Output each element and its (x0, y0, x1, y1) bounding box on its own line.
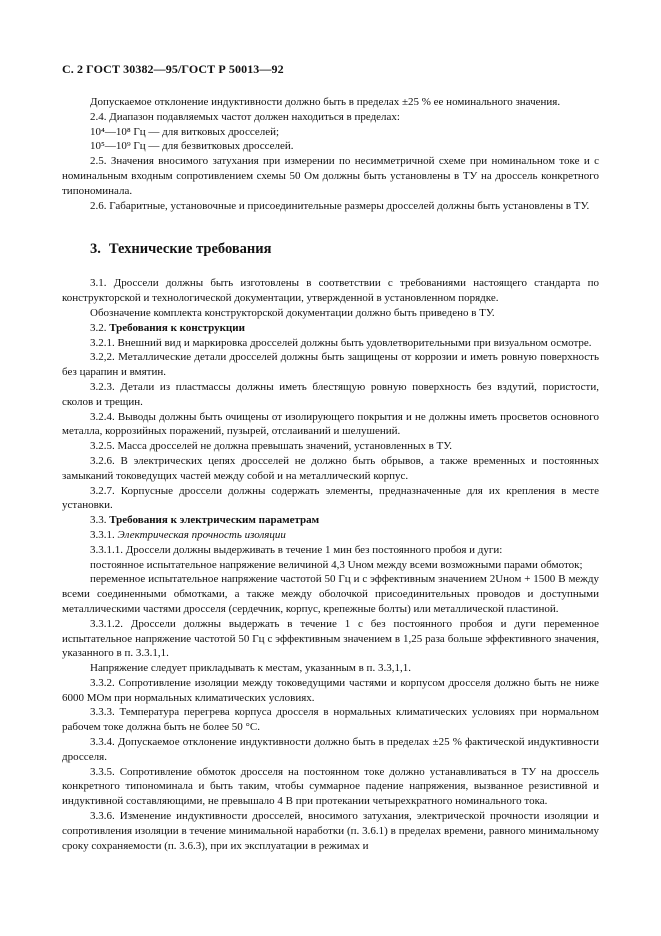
clause-number: 3.3. (90, 514, 110, 527)
clause-heading: Требования к электрическим параметрам (109, 514, 320, 527)
paragraph: 2.4. Диапазон подавляемых частот должен находиться в пределах: (90, 110, 400, 123)
paragraph: 3.3.6. Изменение индуктивности дросселей, вносимого затухания, электрической прочности изоляции и сопротивления изоляции в течение минимальной наработки (п. 3.6.1) в пределах времени, равного минимальному сроку сохраняемости (п. 3.6.3), при их эксплуатации в режимах и (62, 810, 599, 852)
clause-number: 3.2. (90, 321, 110, 334)
document-body (62, 95, 599, 853)
section-title: Технические требования (108, 241, 272, 258)
paragraph: 10⁴—10⁸ Гц — для витковых дросселей; (90, 125, 280, 138)
paragraph (62, 321, 599, 336)
page-header: С. 2 ГОСТ 30382—95/ГОСТ Р 50013—92 (62, 62, 284, 76)
section-heading (90, 241, 599, 258)
paragraph: 3.2.5. Масса дросселей не должна превышать значений, установленных в ТУ. (90, 440, 453, 453)
clause-heading: Требования к конструкции (109, 321, 245, 334)
paragraph: 3.2,2. Металлические детали дросселей должны быть защищены от коррозии и иметь ровную поверхность без царапин и вмятин. (62, 351, 599, 379)
paragraph: 10⁵—10⁹ Гц — для безвитковых дросселей. (90, 140, 294, 153)
paragraph: 3.2.3. Детали из пластмассы должны иметь блестящую ровную поверхность без вздутий, пористости, сколов и трещин. (62, 380, 599, 408)
paragraph (62, 513, 599, 528)
paragraph: Обозначение комплекта конструкторской документации должно быть приведено в ТУ. (90, 306, 495, 319)
paragraph: 2.6. Габаритные, установочные и присоединительные размеры дросселей должны быть установлены в ТУ. (90, 199, 590, 212)
paragraph: Напряжение следует прикладывать к местам, указанным в п. 3.3,1,1. (90, 662, 411, 675)
paragraph: 3.2.6. В электрических цепях дросселей не должно быть обрывов, а также временных и постоянных замыканий токоведущих частей между собой и на металлический корпус. (62, 454, 599, 482)
paragraph: 3.2.4. Выводы должны быть очищены от изолирующего покрытия и не должны иметь просветов основного металла, коррозийных поражений, пузырей, отслаиваний и шелушений. (62, 410, 599, 438)
paragraph: переменное испытательное напряжение частотой 50 Гц и с эффективным значением 2Uном + 1500 В между всеми соединенными обмотками, а также между оболочкой присоединительных проводов и доступными металлическими частями дросселя (сердечник, корпус, крепежные болты) или металлической пластиной. (62, 573, 599, 615)
paragraph (62, 528, 599, 543)
paragraph: 3.3.2. Сопротивление изоляции между токоведущими частями и корпусом дросселя должно быть не ниже 6000 МОм при нормальных климатических условиях. (62, 676, 599, 704)
section-number: 3. (90, 241, 101, 258)
paragraph: 3.1. Дроссели должны быть изготовлены в соответствии с требованиями настоящего стандарта по конструкторской и технологической документации, утвержденной в установленном порядке. (62, 277, 599, 305)
paragraph: 3.3.1.2. Дроссели должны выдержать в течение 1 с без постоянного пробоя и дуги переменное испытательное напряжение частотой 50 Гц с эффективным значением в 1,25 раза больше эффективного значения, указанного в п. 3.3.1,1. (62, 617, 599, 660)
paragraph: 3.3.5. Сопротивление обмоток дросселя на постоянном токе должно устанавливаться в ТУ на дроссель конкретного типономинала и быть таким, чтобы суммарное падение напряжения, вызванное резистивной и индуктивной составляющими, не превышало 4 В при протекании четырехкратного номинального тока. (62, 765, 599, 808)
paragraph: 2.5. Значения вносимого затухания при измерении по несимметричной схеме при номинальном токе и с номинальным входным сопротивлением схемы 50 Ом должны быть установлены в ТУ на дроссель конкретного типономинала. (62, 155, 599, 197)
clause-number: 3.3.1. (90, 528, 118, 541)
paragraph: 3.2.7. Корпусные дроссели должны содержать элементы, предназначенные для их крепления в месте установки. (62, 484, 599, 512)
paragraph: 3.3.1.1. Дроссели должны выдерживать в течение 1 мин без постоянного пробоя и дуги: (90, 543, 503, 556)
paragraph: 3.2.1. Внешний вид и маркировка дросселей должны быть удовлетворительными при визуальном осмотре. (90, 336, 592, 349)
paragraph: постоянное испытательное напряжение величиной 4,3 Uном между всеми возможными парами обмоток; (90, 558, 583, 571)
paragraph: 3.3.3. Температура перегрева корпуса дросселя в нормальных климатических условиях при нормальном рабочем токе должна быть не более 50 °С. (62, 706, 599, 734)
clause-subheading: Электрическая прочность изоляции (117, 528, 286, 541)
paragraph: 3.3.4. Допускаемое отклонение индуктивности должно быть в пределах ±25 % фактической индуктивности дросселя. (62, 736, 599, 763)
paragraph: Допускаемое отклонение индуктивности должно быть в пределах ±25 % ее номинального значения. (90, 96, 561, 108)
